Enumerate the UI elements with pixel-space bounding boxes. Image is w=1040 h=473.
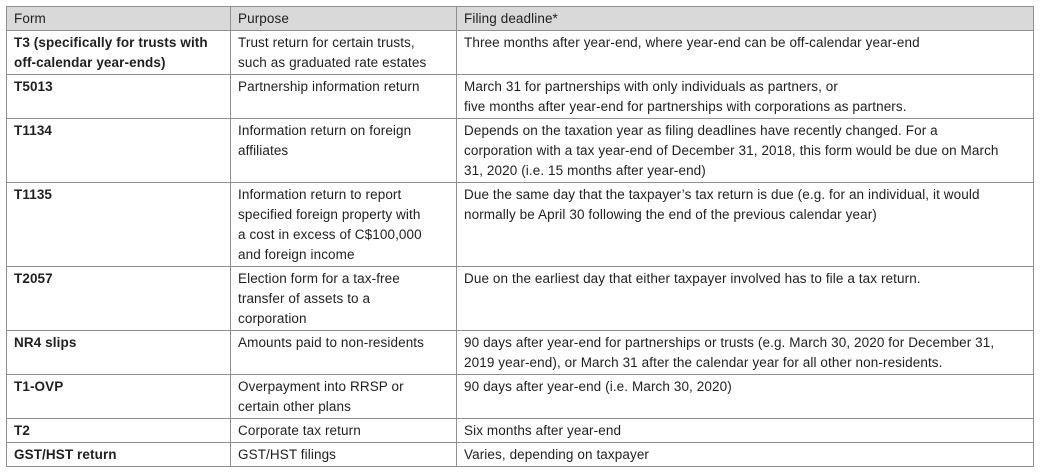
- table-row: [7, 331, 1034, 375]
- cell-form: [7, 183, 231, 267]
- column-header-deadline: Filing deadline*: [457, 7, 1034, 31]
- cell-form: [7, 375, 231, 419]
- cell-deadline: [457, 375, 1034, 419]
- text-line: 31, 2020 (i.e. 15 months after year-end): [464, 163, 706, 178]
- text-line: T1134: [14, 123, 53, 138]
- text-line: Six months after year-end: [464, 423, 622, 438]
- text-line: normally be April 30 following the end of the previous calendar year): [464, 207, 877, 222]
- text-line: Information return on foreign: [238, 123, 412, 138]
- text-line: specified foreign property with: [238, 207, 421, 222]
- cell-deadline: [457, 31, 1034, 75]
- text-line: T5013: [14, 79, 53, 94]
- text-line: T2: [14, 423, 30, 438]
- text-line: NR4 slips: [14, 335, 77, 350]
- text-line: affiliates: [238, 143, 289, 158]
- tax-forms-table: [6, 6, 1034, 467]
- text-line: corporation: [238, 311, 307, 326]
- table-row: [7, 119, 1034, 183]
- column-header-form: Form: [7, 7, 231, 31]
- table-row: [7, 443, 1034, 467]
- table-row: [7, 419, 1034, 443]
- cell-form: [7, 419, 231, 443]
- text-line: 2019 year-end), or March 31 after the calendar year for all other non-residents.: [464, 355, 943, 370]
- cell-purpose: [231, 119, 457, 183]
- cell-purpose: [231, 419, 457, 443]
- text-line: Trust return for certain trusts,: [238, 35, 415, 50]
- header-row: [7, 7, 1034, 31]
- text-line: Depends on the taxation year as filing deadlines have recently changed. For a: [464, 123, 938, 138]
- cell-form: [7, 31, 231, 75]
- cell-purpose: [231, 375, 457, 419]
- cell-purpose: [231, 75, 457, 119]
- text-line: Information return to report: [238, 187, 402, 202]
- text-line: off-calendar year-ends): [14, 55, 166, 70]
- cell-purpose: [231, 183, 457, 267]
- text-line: T2057: [14, 271, 53, 286]
- text-line: Due on the earliest day that either taxpayer involved has to file a tax return.: [464, 271, 921, 286]
- table-row: [7, 183, 1034, 267]
- text-line: T1-OVP: [14, 379, 64, 394]
- text-line: Overpayment into RRSP or: [238, 379, 404, 394]
- text-line: Due the same day that the taxpayer’s tax return is due (e.g. for an individual, it would: [464, 187, 980, 202]
- cell-form: [7, 75, 231, 119]
- cell-deadline: [457, 183, 1034, 267]
- column-header-purpose: Purpose: [231, 7, 457, 31]
- text-line: March 31 for partnerships with only individuals as partners, or: [464, 79, 838, 94]
- text-line: transfer of assets to a: [238, 291, 371, 306]
- text-line: Partnership information return: [238, 79, 420, 94]
- text-line: 90 days after year-end (i.e. March 30, 2020): [464, 379, 732, 394]
- cell-form: [7, 119, 231, 183]
- text-line: and foreign income: [238, 247, 355, 262]
- table-body: [7, 31, 1034, 467]
- text-line: Election form for a tax-free: [238, 271, 400, 286]
- text-line: Corporate tax return: [238, 423, 361, 438]
- text-line: certain other plans: [238, 399, 351, 414]
- cell-form: [7, 443, 231, 467]
- text-line: 90 days after year-end for partnerships or trusts (e.g. March 30, 2020 for December 31,: [464, 335, 995, 350]
- table-header: [7, 7, 1034, 31]
- table-row: [7, 267, 1034, 331]
- text-line: GST/HST filings: [238, 447, 337, 462]
- text-line: Amounts paid to non-residents: [238, 335, 425, 350]
- cell-purpose: [231, 267, 457, 331]
- cell-purpose: [231, 443, 457, 467]
- text-line: GST/HST return: [14, 447, 117, 462]
- text-line: T3 (specifically for trusts with: [14, 35, 208, 50]
- text-line: T1135: [14, 187, 53, 202]
- cell-form: [7, 331, 231, 375]
- cell-deadline: [457, 267, 1034, 331]
- table-row: [7, 375, 1034, 419]
- cell-form: [7, 267, 231, 331]
- table-row: [7, 31, 1034, 75]
- cell-deadline: [457, 331, 1034, 375]
- cell-purpose: [231, 331, 457, 375]
- text-line: corporation with a tax year-end of December 31, 2018, this form would be due on March: [464, 143, 999, 158]
- text-line: five months after year-end for partnerships with corporations as partners.: [464, 99, 907, 114]
- text-line: a cost in excess of C$100,000: [238, 227, 422, 242]
- table-row: [7, 75, 1034, 119]
- cell-purpose: [231, 31, 457, 75]
- cell-deadline: [457, 75, 1034, 119]
- cell-deadline: [457, 419, 1034, 443]
- text-line: Varies, depending on taxpayer: [464, 447, 650, 462]
- cell-deadline: [457, 119, 1034, 183]
- cell-deadline: [457, 443, 1034, 467]
- text-line: Three months after year-end, where year-end can be off-calendar year-end: [464, 35, 920, 50]
- text-line: such as graduated rate estates: [238, 55, 427, 70]
